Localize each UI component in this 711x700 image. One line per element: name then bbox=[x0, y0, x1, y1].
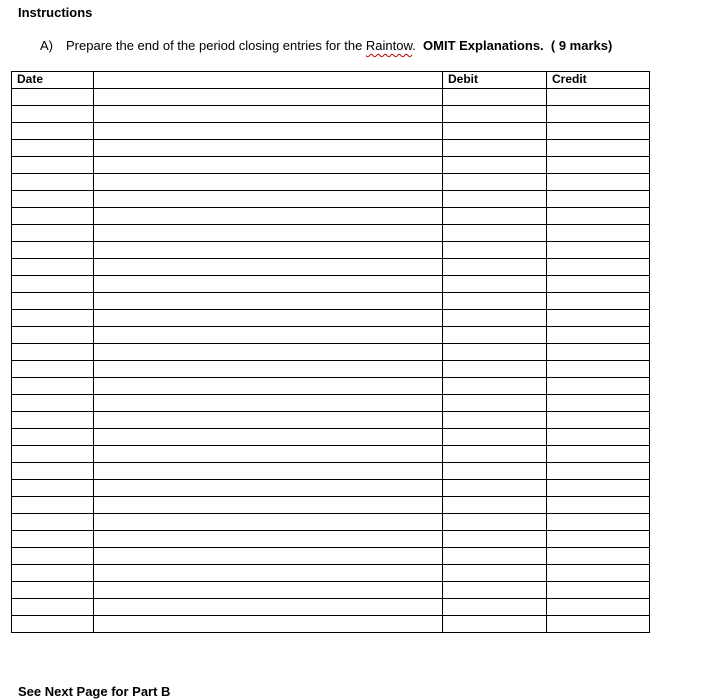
account-cell[interactable] bbox=[94, 208, 443, 225]
date-cell[interactable] bbox=[12, 259, 94, 276]
credit-cell[interactable] bbox=[547, 531, 650, 548]
journal-row[interactable] bbox=[12, 531, 650, 548]
debit-cell[interactable] bbox=[443, 344, 547, 361]
journal-row[interactable] bbox=[12, 310, 650, 327]
credit-cell[interactable] bbox=[547, 106, 650, 123]
account-cell[interactable] bbox=[94, 429, 443, 446]
account-cell[interactable] bbox=[94, 548, 443, 565]
debit-cell[interactable] bbox=[443, 310, 547, 327]
debit-cell[interactable] bbox=[443, 242, 547, 259]
credit-cell[interactable] bbox=[547, 225, 650, 242]
journal-row[interactable] bbox=[12, 599, 650, 616]
question-text: Prepare the end of the period closing entries for the bbox=[66, 38, 366, 53]
date-cell[interactable] bbox=[12, 480, 94, 497]
journal-body bbox=[12, 89, 650, 633]
instructions-heading: Instructions bbox=[18, 5, 93, 20]
debit-cell[interactable] bbox=[443, 548, 547, 565]
debit-cell[interactable] bbox=[443, 174, 547, 191]
date-cell[interactable] bbox=[12, 310, 94, 327]
credit-cell[interactable] bbox=[547, 395, 650, 412]
credit-cell[interactable] bbox=[547, 191, 650, 208]
date-cell[interactable] bbox=[12, 616, 94, 633]
account-cell[interactable] bbox=[94, 106, 443, 123]
credit-cell[interactable] bbox=[547, 344, 650, 361]
credit-cell[interactable] bbox=[547, 565, 650, 582]
account-cell[interactable] bbox=[94, 327, 443, 344]
debit-cell[interactable] bbox=[443, 565, 547, 582]
journal-row[interactable] bbox=[12, 463, 650, 480]
credit-cell[interactable] bbox=[547, 89, 650, 106]
credit-cell[interactable] bbox=[547, 310, 650, 327]
credit-cell[interactable] bbox=[547, 276, 650, 293]
journal-header-row bbox=[12, 72, 650, 89]
journal-row[interactable] bbox=[12, 548, 650, 565]
account-cell[interactable] bbox=[94, 378, 443, 395]
journal-row[interactable] bbox=[12, 157, 650, 174]
debit-cell[interactable] bbox=[443, 259, 547, 276]
account-cell[interactable] bbox=[94, 514, 443, 531]
account-cell[interactable] bbox=[94, 497, 443, 514]
journal-row[interactable] bbox=[12, 395, 650, 412]
marks-label: ( 9 marks) bbox=[550, 38, 613, 53]
account-cell[interactable] bbox=[94, 174, 443, 191]
debit-cell[interactable] bbox=[443, 514, 547, 531]
journal-row[interactable] bbox=[12, 582, 650, 599]
journal-row[interactable] bbox=[12, 140, 650, 157]
date-column-header: Date bbox=[12, 72, 94, 89]
date-cell[interactable] bbox=[12, 242, 94, 259]
date-cell[interactable] bbox=[12, 446, 94, 463]
credit-cell[interactable] bbox=[547, 446, 650, 463]
journal-row[interactable] bbox=[12, 480, 650, 497]
credit-cell[interactable] bbox=[547, 412, 650, 429]
account-cell[interactable] bbox=[94, 582, 443, 599]
debit-column-header: Debit bbox=[443, 72, 547, 89]
date-cell[interactable] bbox=[12, 293, 94, 310]
account-column-header bbox=[94, 72, 443, 89]
question-text-end: . bbox=[412, 38, 416, 53]
account-cell[interactable] bbox=[94, 242, 443, 259]
account-cell[interactable] bbox=[94, 259, 443, 276]
credit-cell[interactable] bbox=[547, 293, 650, 310]
credit-cell[interactable] bbox=[547, 480, 650, 497]
debit-cell[interactable] bbox=[443, 123, 547, 140]
debit-cell[interactable] bbox=[443, 276, 547, 293]
account-cell[interactable] bbox=[94, 463, 443, 480]
debit-cell[interactable] bbox=[443, 378, 547, 395]
credit-cell[interactable] bbox=[547, 514, 650, 531]
debit-cell[interactable] bbox=[443, 327, 547, 344]
journal-row[interactable] bbox=[12, 344, 650, 361]
debit-cell[interactable] bbox=[443, 616, 547, 633]
credit-cell[interactable] bbox=[547, 599, 650, 616]
debit-cell[interactable] bbox=[443, 157, 547, 174]
journal-row[interactable] bbox=[12, 514, 650, 531]
journal-row[interactable] bbox=[12, 565, 650, 582]
debit-cell[interactable] bbox=[443, 89, 547, 106]
omit-note: OMIT Explanations. bbox=[423, 38, 544, 53]
date-cell[interactable] bbox=[12, 412, 94, 429]
debit-cell[interactable] bbox=[443, 361, 547, 378]
journal-table bbox=[11, 71, 650, 633]
date-cell[interactable] bbox=[12, 463, 94, 480]
journal-row[interactable] bbox=[12, 361, 650, 378]
debit-cell[interactable] bbox=[443, 208, 547, 225]
account-cell[interactable] bbox=[94, 412, 443, 429]
next-page-note: See Next Page for Part B bbox=[18, 684, 171, 699]
date-cell[interactable] bbox=[12, 531, 94, 548]
account-cell[interactable] bbox=[94, 480, 443, 497]
account-cell[interactable] bbox=[94, 123, 443, 140]
credit-cell[interactable] bbox=[547, 429, 650, 446]
journal-row[interactable] bbox=[12, 191, 650, 208]
account-cell[interactable] bbox=[94, 276, 443, 293]
credit-cell[interactable] bbox=[547, 497, 650, 514]
date-cell[interactable] bbox=[12, 174, 94, 191]
debit-cell[interactable] bbox=[443, 446, 547, 463]
journal-row[interactable] bbox=[12, 378, 650, 395]
credit-cell[interactable] bbox=[547, 174, 650, 191]
credit-cell[interactable] bbox=[547, 242, 650, 259]
debit-cell[interactable] bbox=[443, 225, 547, 242]
journal-row[interactable] bbox=[12, 259, 650, 276]
debit-cell[interactable] bbox=[443, 480, 547, 497]
account-cell[interactable] bbox=[94, 310, 443, 327]
question-a bbox=[40, 38, 612, 54]
date-cell[interactable] bbox=[12, 395, 94, 412]
account-cell[interactable] bbox=[94, 565, 443, 582]
journal-row[interactable] bbox=[12, 497, 650, 514]
date-cell[interactable] bbox=[12, 599, 94, 616]
account-cell[interactable] bbox=[94, 395, 443, 412]
account-cell[interactable] bbox=[94, 89, 443, 106]
journal-row[interactable] bbox=[12, 412, 650, 429]
credit-cell[interactable] bbox=[547, 463, 650, 480]
journal-row[interactable] bbox=[12, 208, 650, 225]
date-cell[interactable] bbox=[12, 514, 94, 531]
journal-row[interactable] bbox=[12, 327, 650, 344]
date-cell[interactable] bbox=[12, 157, 94, 174]
date-cell[interactable] bbox=[12, 378, 94, 395]
credit-cell[interactable] bbox=[547, 582, 650, 599]
journal-row[interactable] bbox=[12, 616, 650, 633]
credit-cell[interactable] bbox=[547, 616, 650, 633]
date-cell[interactable] bbox=[12, 344, 94, 361]
credit-cell[interactable] bbox=[547, 157, 650, 174]
debit-cell[interactable] bbox=[443, 293, 547, 310]
debit-cell[interactable] bbox=[443, 412, 547, 429]
date-cell[interactable] bbox=[12, 140, 94, 157]
debit-cell[interactable] bbox=[443, 599, 547, 616]
account-cell[interactable] bbox=[94, 191, 443, 208]
debit-cell[interactable] bbox=[443, 582, 547, 599]
debit-cell[interactable] bbox=[443, 497, 547, 514]
date-cell[interactable] bbox=[12, 548, 94, 565]
date-cell[interactable] bbox=[12, 565, 94, 582]
account-cell[interactable] bbox=[94, 599, 443, 616]
debit-cell[interactable] bbox=[443, 463, 547, 480]
company-name: Raintow bbox=[365, 38, 413, 53]
journal-row[interactable] bbox=[12, 123, 650, 140]
date-cell[interactable] bbox=[12, 327, 94, 344]
date-cell[interactable] bbox=[12, 191, 94, 208]
account-cell[interactable] bbox=[94, 531, 443, 548]
date-cell[interactable] bbox=[12, 89, 94, 106]
journal-row[interactable] bbox=[12, 225, 650, 242]
account-cell[interactable] bbox=[94, 293, 443, 310]
credit-cell[interactable] bbox=[547, 378, 650, 395]
debit-cell[interactable] bbox=[443, 531, 547, 548]
credit-cell[interactable] bbox=[547, 548, 650, 565]
date-cell[interactable] bbox=[12, 582, 94, 599]
account-cell[interactable] bbox=[94, 225, 443, 242]
credit-cell[interactable] bbox=[547, 327, 650, 344]
account-cell[interactable] bbox=[94, 157, 443, 174]
debit-cell[interactable] bbox=[443, 429, 547, 446]
date-cell[interactable] bbox=[12, 208, 94, 225]
journal-row[interactable] bbox=[12, 293, 650, 310]
date-cell[interactable] bbox=[12, 361, 94, 378]
credit-cell[interactable] bbox=[547, 123, 650, 140]
credit-column-header: Credit bbox=[547, 72, 650, 89]
account-cell[interactable] bbox=[94, 616, 443, 633]
credit-cell[interactable] bbox=[547, 208, 650, 225]
journal-row[interactable] bbox=[12, 276, 650, 293]
date-cell[interactable] bbox=[12, 225, 94, 242]
journal-row[interactable] bbox=[12, 174, 650, 191]
account-cell[interactable] bbox=[94, 446, 443, 463]
journal-row[interactable] bbox=[12, 446, 650, 463]
date-cell[interactable] bbox=[12, 123, 94, 140]
debit-cell[interactable] bbox=[443, 140, 547, 157]
account-cell[interactable] bbox=[94, 140, 443, 157]
account-cell[interactable] bbox=[94, 344, 443, 361]
date-cell[interactable] bbox=[12, 106, 94, 123]
journal-row[interactable] bbox=[12, 106, 650, 123]
date-cell[interactable] bbox=[12, 497, 94, 514]
date-cell[interactable] bbox=[12, 429, 94, 446]
journal-row[interactable] bbox=[12, 429, 650, 446]
account-cell[interactable] bbox=[94, 361, 443, 378]
question-number: A) bbox=[40, 38, 53, 53]
credit-cell[interactable] bbox=[547, 361, 650, 378]
debit-cell[interactable] bbox=[443, 395, 547, 412]
journal-row[interactable] bbox=[12, 242, 650, 259]
debit-cell[interactable] bbox=[443, 191, 547, 208]
credit-cell[interactable] bbox=[547, 259, 650, 276]
date-cell[interactable] bbox=[12, 276, 94, 293]
credit-cell[interactable] bbox=[547, 140, 650, 157]
debit-cell[interactable] bbox=[443, 106, 547, 123]
journal-row[interactable] bbox=[12, 89, 650, 106]
